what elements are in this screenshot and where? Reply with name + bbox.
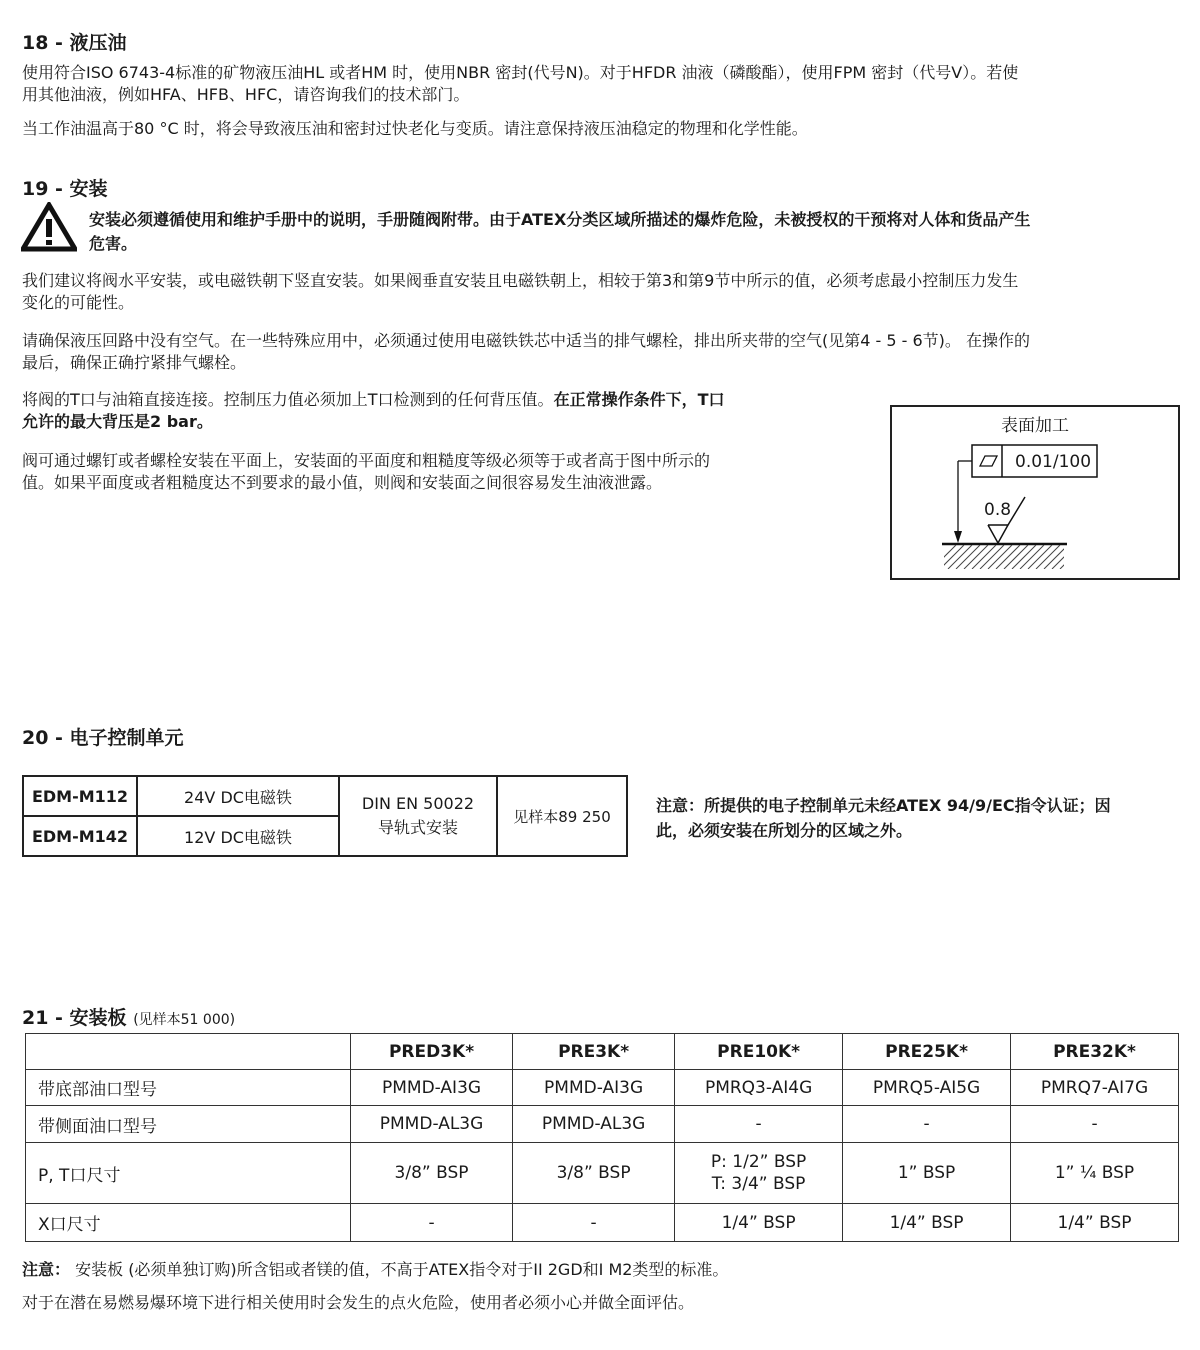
edm-table: [22, 775, 628, 857]
warning-line-2: 危害。: [89, 234, 138, 253]
table-cell: PMRQ5-AI5G: [843, 1070, 1011, 1106]
table-corner-cell: [26, 1034, 351, 1070]
edm-rail-line2: 导轨式安装: [377, 818, 458, 837]
edm-note-line1: 注意：所提供的电子控制单元未经ATEX 94/9/EC指令认证；因: [656, 796, 1111, 815]
section-20-heading: 20 - 电子控制单元: [22, 727, 184, 749]
table-row: [26, 1070, 1179, 1106]
section-21-note: [22, 1259, 728, 1281]
edm-rail-line1: DIN EN 50022: [361, 794, 475, 813]
edm-catalog-cell: 见样本89 250: [497, 776, 627, 856]
edm-desc-cell: 24V DC电磁铁: [137, 776, 339, 816]
section-18-p1-line1: 使用符合ISO 6743-4标准的矿物液压油HL 或者HM 时，使用NBR 密封(代号N)。对于HFDR 油液（磷酸酯），使用FPM 密封（代号V）。若使: [22, 63, 1019, 82]
table-header-row: [26, 1034, 1179, 1070]
column-header: PRE32K*: [1011, 1034, 1179, 1070]
section-19-p3-normal: 将阀的T口与油箱直接连接。控制压力值必须加上T口检测到的任何背压值。: [22, 390, 554, 409]
section-19-paragraph-1: [22, 270, 1018, 314]
column-header: PRED3K*: [351, 1034, 513, 1070]
table-cell: -: [513, 1204, 675, 1242]
table-cell: -: [843, 1106, 1011, 1143]
row-label: X口尺寸: [26, 1204, 351, 1242]
table-cell: PMMD-AL3G: [351, 1106, 513, 1143]
table-cell: PMMD-AI3G: [513, 1070, 675, 1106]
table-row: [26, 1204, 1179, 1242]
section-21-note-text: 安装板 (必须单独订购)所含铝或者镁的值，不高于ATEX指令对于II 2GD和I M2类型的标准。: [70, 1260, 729, 1279]
table-cell: P: 1/2” BSP T: 3/4” BSP: [675, 1143, 843, 1204]
table-cell: PMMD-AL3G: [513, 1106, 675, 1143]
table-cell: 1” BSP: [843, 1143, 1011, 1204]
column-header: PRE3K*: [513, 1034, 675, 1070]
section-19-p1-line2: 变化的可能性。: [22, 293, 135, 312]
table-cell: PMRQ7-AI7G: [1011, 1070, 1179, 1106]
table-cell: PMRQ3-AI4G: [675, 1070, 843, 1106]
warning-icon: [21, 202, 77, 252]
table-cell: 1/4” BSP: [675, 1204, 843, 1242]
section-19-p3-bold-line2: 允许的最大背压是2 bar。: [22, 412, 213, 431]
edm-row: [23, 776, 627, 816]
installation-warning: [89, 208, 1181, 256]
section-21-heading: [22, 1003, 235, 1030]
section-18-paragraph-2: 当工作油温高于80 °C 时，将会导致液压油和密封过快老化与变质。请注意保持液压油稳定的物理和化学性能。: [22, 119, 808, 138]
table-cell: 1” ¼ BSP: [1011, 1143, 1179, 1204]
row-label: 带侧面油口型号: [26, 1106, 351, 1143]
section-18-paragraph-1: [22, 62, 1018, 106]
table-cell: 1/4” BSP: [1011, 1204, 1179, 1242]
section-19-p2-line1: 请确保液压回路中没有空气。在一些特殊应用中，必须通过使用电磁铁铁芯中适当的排气螺栓，排出所夹带的空气(见第4 - 5 - 6节)。 在操作的: [22, 331, 1031, 350]
row-label: 带底部油口型号: [26, 1070, 351, 1106]
section-19-p2-line2: 最后，确保正确拧紧排气螺栓。: [22, 353, 247, 372]
section-19-paragraph-2: [22, 330, 1030, 374]
edm-model-cell: EDM-M142: [23, 816, 137, 856]
roughness-value: 0.8: [984, 500, 1012, 520]
section-21-catalog-ref: (见样本51 000): [133, 1012, 236, 1028]
edm-note-line2: 此，必须安装在所划分的区域之外。: [656, 821, 913, 840]
section-18-p1-line2: 用其他油液，例如HFA、HFB、HFC，请咨询我们的技术部门。: [22, 85, 470, 104]
section-19-p1-line1: 我们建议将阀水平安装，或电磁铁朝下竖直安装。如果阀垂直安装且电磁铁朝上，相较于第3和第9节中所示的值，必须考虑最小控制压力发生: [22, 271, 1019, 290]
section-21-title: 21 - 安装板: [22, 1007, 127, 1029]
surface-finish-drawing: [892, 407, 1178, 578]
row-label: P, T口尺寸: [26, 1143, 351, 1204]
table-cell: -: [675, 1106, 843, 1143]
surface-finish-title: 表面加工: [1001, 416, 1069, 436]
mounting-plate-table: [25, 1033, 1179, 1242]
section-19-p3-bold: 在正常操作条件下，T口: [553, 390, 725, 409]
section-19-paragraph-4: [22, 450, 852, 494]
table-cell: PMMD-AI3G: [351, 1070, 513, 1106]
section-21-note-label: 注意：: [22, 1260, 71, 1279]
table-cell: 3/8” BSP: [513, 1143, 675, 1204]
edm-rail-cell: [339, 776, 497, 856]
surface-finish-figure: [890, 405, 1180, 580]
edm-desc-cell: 12V DC电磁铁: [137, 816, 339, 856]
section-19-p4-line2: 值。如果平面度或者粗糙度达不到要求的最小值，则阀和安装面之间很容易发生油液泄露。: [22, 473, 663, 492]
section-21-note-2: 对于在潜在易燃易爆环境下进行相关使用时会发生的点火危险，使用者必须小心并做全面评估。: [22, 1293, 695, 1312]
table-cell: -: [351, 1204, 513, 1242]
column-header: PRE25K*: [843, 1034, 1011, 1070]
warning-line-1: 安装必须遵循使用和维护手册中的说明，手册随阀附带。由于ATEX分类区域所描述的爆炸危险，未被授权的干预将对人体和货品产生: [89, 210, 1031, 229]
edm-model-cell: EDM-M112: [23, 776, 137, 816]
section-19-heading: 19 - 安装: [22, 178, 108, 200]
table-cell: 1/4” BSP: [843, 1204, 1011, 1242]
table-cell: -: [1011, 1106, 1179, 1143]
section-19-paragraph-3: [22, 389, 842, 433]
roughness-icon: [988, 525, 1008, 543]
table-cell: 3/8” BSP: [351, 1143, 513, 1204]
table-row: [26, 1106, 1179, 1143]
section-18-heading: 18 - 液压油: [22, 32, 127, 54]
column-header: PRE10K*: [675, 1034, 843, 1070]
flatness-value: 0.01/100: [1015, 452, 1092, 472]
table-row: [26, 1143, 1179, 1204]
edm-note: [656, 793, 1176, 843]
section-19-p4-line1: 阀可通过螺钉或者螺栓安装在平面上，安装面的平面度和粗糙度等级必须等于或者高于图中所示的: [22, 451, 711, 470]
